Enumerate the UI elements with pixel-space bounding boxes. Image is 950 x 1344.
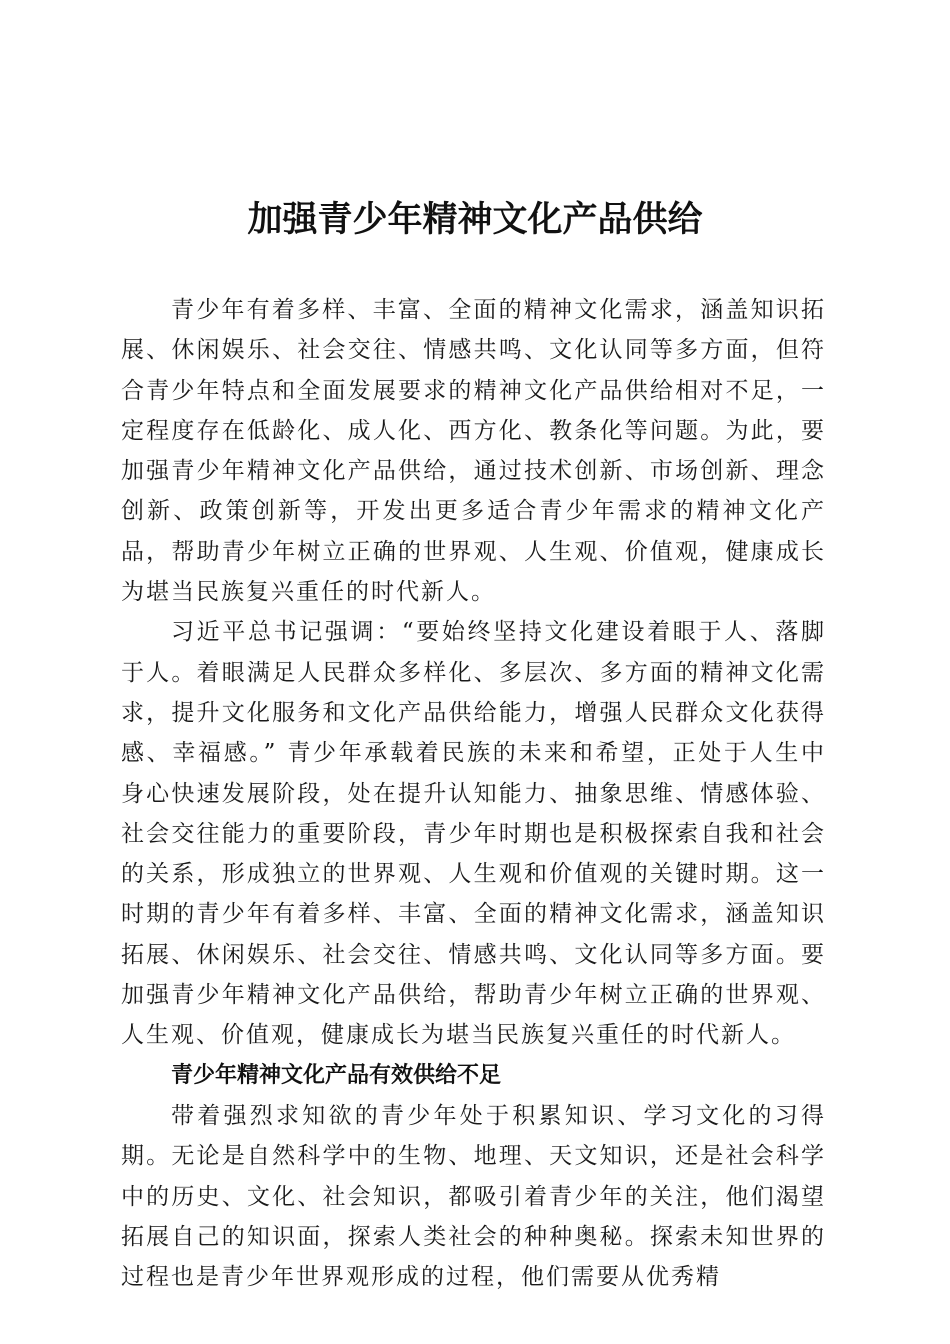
body-paragraph-2: 习近平总书记强调：“要始终坚持文化建设着眼于人、落脚于人。着眼满足人民群众多样化、多层次、多方面的精神文化需求，提升文化服务和文化产品供给能力，增强人民群众文化获得感、幸福感。” 青少年承载着民族的未来和希望，正处于人生中身心快速发展阶段，处在提升认知能力、抽象思维、情感体验、社会交往能力的重要阶段，青少年时期也是积极探索自我和社会的关系，形成独立的世界观、人生观和价值观的关键时期。这一时期的青少年有着多样、丰富、全面的精神文化需求，涵盖知识拓展、休闲娱乐、社会交往、情感共鸣、文化认同等多方面。要加强青少年精神文化产品供给，帮助青少年树立正确的世界观、人生观、价值观，健康成长为堪当民族复兴重任的时代新人。 [121, 619, 826, 1049]
body-paragraph-1: 青少年有着多样、丰富、全面的精神文化需求，涵盖知识拓展、休闲娱乐、社会交往、情感共鸣、文化认同等多方面，但符合青少年特点和全面发展要求的精神文化产品供给相对不足，一定程度存在低龄化、成人化、西方化、教条化等问题。为此，要加强青少年精神文化产品供给，通过技术创新、市场创新、理念创新、政策创新等，开发出更多适合青少年需求的精神文化产品，帮助青少年树立正确的世界观、人生观、价值观，健康成长为堪当民族复兴重任的时代新人。 [121, 297, 826, 606]
document-body [121, 290, 826, 1297]
section-heading: 青少年精神文化产品有效供给不足 [171, 1062, 502, 1088]
page-title: 加强青少年精神文化产品供给 [247, 199, 703, 240]
section-paragraph-1: 带着强烈求知欲的青少年处于积累知识、学习文化的习得期。无论是自然科学中的生物、地理、天文知识，还是社会科学中的历史、文化、社会知识，都吸引着青少年的关注，他们渴望拓展自己的知识面，探索人类社会的种种奥秘。探索未知世界的过程也是青少年世界观形成的过程，他们需要从优秀精 [121, 1102, 826, 1291]
